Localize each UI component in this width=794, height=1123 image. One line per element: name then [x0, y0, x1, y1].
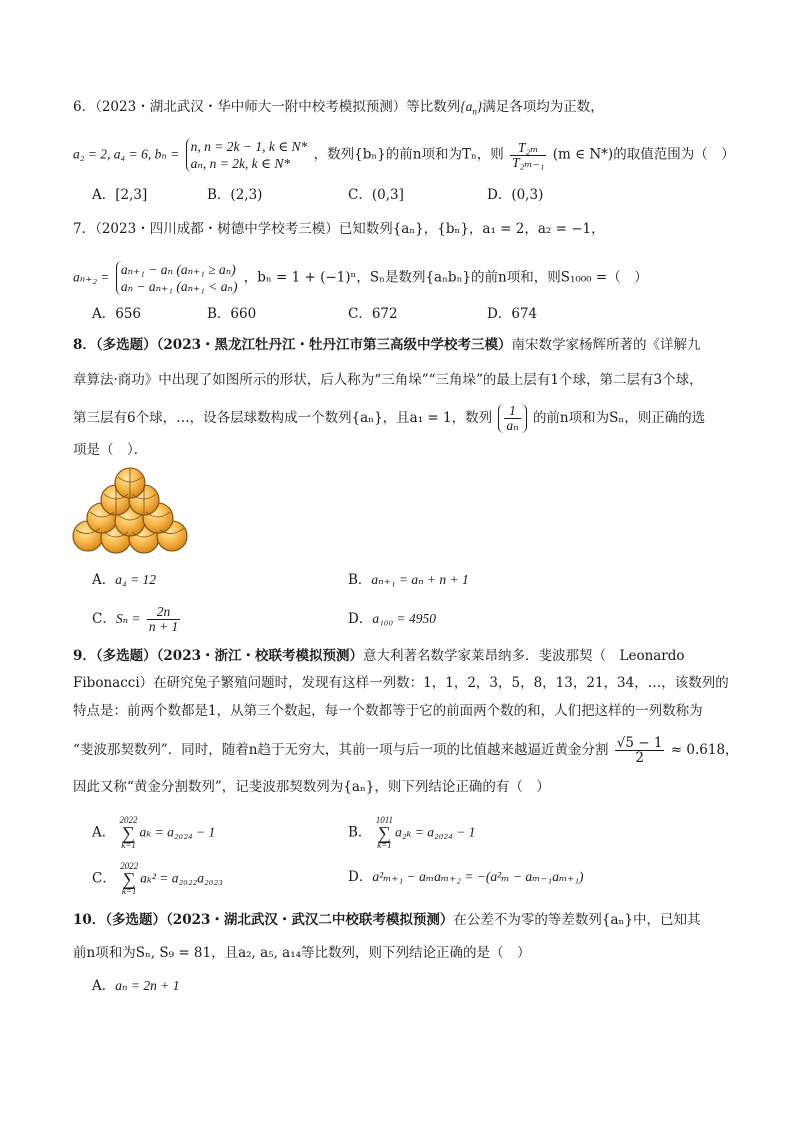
option-key: D． [487, 306, 512, 322]
option-key: C． [92, 870, 116, 887]
q6-stem-4: (m ∈ N*)的取值范围为（ ） [552, 146, 735, 163]
q7-option-c[interactable] [348, 304, 398, 324]
q9-line5: 因此又称“黄金分割数列”，记斐波那契数列为{aₙ}，则下列结论正确的有（ ） [73, 779, 550, 795]
frac-num: 2n [147, 605, 180, 620]
q8-number: 8． [73, 337, 96, 353]
q9-source: （2023・浙江・校联考模拟预测） [156, 648, 363, 664]
q8-line3-a: 第三层有6个球，…，设各层球数构成一个数列{aₙ}，且a₁ = 1，数列 [73, 410, 493, 426]
q7-piecewise [116, 261, 238, 295]
q8-stem: 南宋数学家杨辉所著的《详解九 [511, 337, 701, 353]
q8-line4: 项是（ ）． [73, 442, 148, 458]
q10-number: 10． [73, 912, 106, 928]
q8-recip-fraction [504, 404, 520, 433]
q7-stem-2: ，bₙ = 1 + (−1)ⁿ，Sₙ是数列{aₙbₙ}的前n项和，则S₁₀₀₀ =（ ） [243, 269, 648, 286]
q6-number: 6． [73, 99, 96, 115]
option-key: C． [348, 187, 372, 203]
q6-source: （2023・湖北武汉・华中师大一附中校考模拟预测） [95, 99, 407, 115]
q9-option-a[interactable] [92, 816, 215, 850]
option-key: A． [92, 978, 116, 994]
q6-case-1: n, n = 2k − 1, k ∈ N* [190, 139, 308, 154]
option-text: 660 [230, 306, 257, 322]
option-text: [2,3] [115, 187, 148, 203]
q7-line2 [73, 261, 648, 295]
q7-option-b[interactable] [207, 304, 256, 324]
q8-line1 [73, 335, 700, 355]
q7-line1 [73, 219, 605, 239]
option-key: D． [348, 869, 373, 885]
frac-den: n + 1 [148, 619, 179, 634]
option-key: C． [348, 306, 372, 322]
q6-option-c[interactable] [348, 185, 404, 205]
q9-line4 [73, 736, 739, 765]
q8-line3 [73, 404, 705, 433]
option-text: a₂ₖ = a₂₀₂₄ − 1 [395, 824, 476, 840]
q8-frac-num: 1 [504, 404, 520, 419]
q6-frac-den: T₂ₘ₋₁ [512, 154, 545, 170]
sum-upper: 2022 [120, 861, 139, 871]
q9-line3: 特点是：前两个数都是1，从第三个数起，每一个数都等于它的前面两个数的和，人们把这样的一列数称为 [73, 703, 703, 719]
q6-fraction [510, 141, 546, 170]
q10-source: （2023・湖北武汉・武汉二中校联考模拟预测） [166, 912, 454, 928]
option-key: D． [487, 187, 512, 203]
option-text: Sₙ = [115, 611, 141, 626]
q8-line2: 章算法·商功》中出现了如图所示的形状，后人称为“三角垛”“三角垛”的最上层有1个球，第二层有3个球， [73, 372, 703, 388]
q7-option-d[interactable] [487, 304, 537, 324]
q10-stem: 在公差不为零的等差数列{aₙ}中，已知其 [453, 912, 701, 928]
q7-source: （2023・四川成都・树德中学校考三模） [95, 221, 339, 237]
summation: 1011 ∑ k=1 [375, 815, 394, 850]
option-key: A． [92, 187, 116, 203]
q9-line1 [73, 646, 685, 666]
q8-recip-seq [498, 404, 526, 433]
q7-stem: 已知数列{aₙ}，{bₙ}，a₁ = 2，a₂ = −1， [338, 221, 605, 237]
option-key: A． [92, 572, 116, 588]
q6-stem-2: 满足各项均为正数， [482, 99, 604, 115]
q9-option-d[interactable] [348, 867, 584, 887]
option-text: (0,3] [371, 187, 404, 203]
option-text: aₖ² = a₂₀₂₂a₂₀₂₃ [140, 870, 223, 886]
q8-option-a[interactable] [92, 570, 156, 590]
q8-option-c[interactable] [92, 602, 182, 636]
q6-option-b[interactable] [207, 185, 262, 205]
q8-option-b[interactable] [348, 570, 469, 590]
q6-condition: a₂ = 2, a₄ = 6, bₙ = [73, 146, 180, 162]
triangle-stack-balls-figure [72, 466, 192, 558]
q8-tag: （多选题） [95, 337, 157, 353]
golden-ratio-fraction [615, 736, 665, 765]
summation: 2022 ∑ k=1 [120, 861, 139, 896]
q10-line1 [73, 910, 700, 930]
q6-piecewise [186, 138, 308, 172]
option-text: (2,3) [230, 187, 263, 203]
sum-upper: 2022 [119, 815, 138, 825]
option-key: D． [348, 611, 373, 627]
option-text: aₙ₊₁ = aₙ + n + 1 [371, 572, 469, 587]
q9-line2: Fibonacci）在研究兔子繁殖问题时，发现有这样一列数：1，1，2，3，5，8，13，21，34，…，该数列的 [73, 675, 729, 691]
sum-upper: 1011 [375, 815, 394, 825]
option-text: a²ₘ₊₁ − aₘaₘ₊₂ = −(a²ₘ − aₘ₋₁aₘ₊₁) [372, 869, 584, 884]
q7-option-a[interactable] [92, 304, 141, 324]
q9-option-c[interactable] [92, 862, 223, 896]
q7-number: 7． [73, 221, 96, 237]
q8-frac-den: aₙ [506, 418, 519, 433]
q6-case-2: aₙ, n = 2k, k ∈ N* [190, 156, 291, 171]
q9-tag: （多选题） [95, 648, 157, 664]
option-text: 656 [115, 306, 142, 322]
frac-num: √5 − 1 [616, 735, 663, 751]
q9-number: 9． [73, 648, 96, 664]
q7-case-2: aₙ − aₙ₊₁ (aₙ₊₁ < aₙ) [120, 279, 238, 294]
q9-line4-a: “斐波那契数列”．同时，随着n趋于无穷大，其前一项与后一项的比值越来越逼近黄金分割 [73, 742, 609, 758]
option-text: aₙ = 2n + 1 [115, 978, 180, 993]
option-text: 672 [371, 306, 398, 322]
q6-frac-num: T₂ₘ [510, 141, 546, 156]
q10-tag: （多选题） [105, 912, 167, 928]
option-key: B． [348, 824, 372, 841]
q6-stem: 等比数列 [406, 99, 461, 115]
q9-stem: 意大利著名数学家莱昂纳多．斐波那契（ Leonardo [362, 648, 685, 664]
q9-line4-b: ≈ 0.618， [670, 742, 739, 758]
frac-den: 2 [635, 750, 644, 766]
q6-line1 [73, 97, 604, 122]
sum-lower: k=1 [377, 840, 392, 850]
option-text: (0,3) [511, 187, 544, 203]
q6-seq: $\{a_n\}$ [460, 99, 483, 117]
q8-option-d[interactable] [348, 609, 436, 629]
option-key: B． [348, 572, 372, 588]
option-text: a₁₀₀ = 4950 [372, 611, 437, 626]
option-text: a₄ = 12 [115, 572, 157, 587]
option-text: 674 [511, 306, 538, 322]
sum-lower: k=1 [121, 840, 136, 850]
q8-line3-b: 的前n项和为Sₙ，则正确的选 [532, 410, 706, 426]
option-key: A． [92, 824, 116, 841]
q7-lhs: aₙ₊₂ = [73, 269, 110, 285]
option-key: C． [92, 611, 116, 627]
q6-line2 [73, 138, 735, 172]
summation: 2022 ∑ k=1 [119, 815, 138, 850]
q8-source: （2023・黑龙江牡丹江・牡丹江市第三高级中学校考三模） [156, 337, 512, 353]
q6-option-d[interactable] [487, 185, 543, 205]
q10-option-a[interactable] [92, 976, 179, 996]
option-text: aₖ = a₂₀₂₄ − 1 [139, 824, 216, 840]
q8-c-fraction [147, 605, 180, 634]
option-key: B． [207, 306, 231, 322]
q9-option-b[interactable] [348, 816, 475, 850]
q6-stem-3: ，数列{bₙ}的前n项和为Tₙ，则 [313, 146, 504, 163]
option-key: B． [207, 187, 231, 203]
q6-option-a[interactable] [92, 185, 147, 205]
option-key: A． [92, 306, 116, 322]
sum-lower: k=1 [121, 886, 137, 896]
q7-case-1: aₙ₊₁ − aₙ (aₙ₊₁ ≥ aₙ) [120, 262, 236, 277]
q10-line2: 前n项和为Sₙ, S₉ = 81，且a₂, a₅, a₁₄等比数列，则下列结论正确的是（ ） [73, 945, 531, 961]
